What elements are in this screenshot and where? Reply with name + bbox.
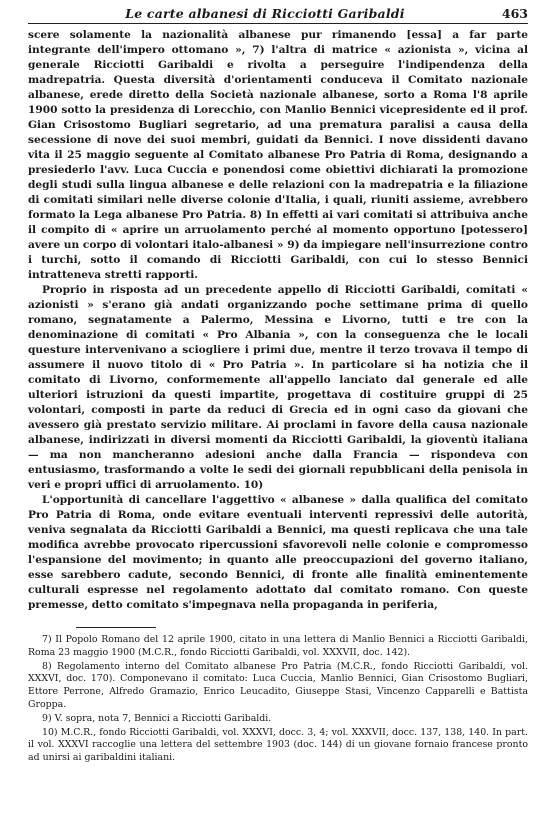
footnote-9: 9) V. sopra, nota 7, Bennici a Ricciotti Garibaldi. bbox=[42, 712, 272, 724]
footnote-8: 8) Regolamento interno del Comitato albanese Pro Patria (M.C.R., fondo Ricciotti Garibaldi, vol. XXXVI, doc. 170). Componevano il comitato: Luca Cuccia, Manlio Bennici, Gian Crisostomo Bugliari, Ettore Perrone, Alfredo Gramazio, Enrico Leucadito, Giuseppe Stasi, Vincenzo Capparelli e Battista Groppa. bbox=[28, 660, 528, 710]
footnote-divider bbox=[76, 627, 156, 628]
paragraph-1: scere solamente la nazionalità albanese pur rimanendo [essa] a far parte integrante dell'impero ottomano », 7) l'altra di matrice « azionista », vicina al generale Ricciotti Garibaldi e rivolta a perseguire l'indipendenza della madrepatria. Questa diversità d'orientamenti conduceva il Comitato nazionale albanese, erede diretto della Società nazionale albanese, sorto a Roma l'8 aprile 1900 sotto la presidenza di Lorecchio, con Manlio Bennici vicepresidente ed il prof. Gian Crisostomo Bugliari segretario, ad una prematura paralisi a causa della secessione di nove dei suoi membri, guidati da Bennici. I nove dissidenti davano vita il 25 maggio seguente al Comitato albanese Pro Patria di Roma, designando a presiederlo l'avv. Luca Cuccia e ponendosi come obiettivi dichiarati la promozione degli studi sulla lingua albanese e delle relazioni con la madrepatria e la filiazione di comitati similari nelle diverse colonie d'Italia, i quali, riuniti assieme, avrebbero formato la Lega albanese Pro Patria. 8) In effetti ai vari comitati si attribuiva anche il compito di « aprire un arruolamento perché al momento opportuno [potessero] avere un corpo di volontari italo-albanesi » 9) da impiegare nell'insurrezione contro i turchi, sotto il comando di Ricciotti Garibaldi, con cui lo stesso Bennici intratteneva stretti rapporti. bbox=[28, 29, 528, 281]
running-header bbox=[28, 6, 528, 24]
footnote-10: 10) M.C.R., fondo Ricciotti Garibaldi, vol. XXXVI, docc. 3, 4; vol. XXXVII, docc. 137, 138, 140. In part. il vol. XXXVI raccoglie una lettera del settembre 1903 (doc. 144) di un giovane fornaio francese pronto ad unirsi ai garibaldini italiani. bbox=[28, 726, 528, 764]
main-text bbox=[28, 28, 528, 613]
paragraph-3: L'opportunità di cancellare l'aggettivo « albanese » dalla qualifica del comitato Pro Patria di Roma, onde evitare eventuali interventi repressivi delle autorità, veniva segnalata da Ricciotti Garibaldi a Bennici, ma questi replicava che una tale modifica avrebbe provocato ripercussioni sfavorevoli nelle colonie e compromesso l'espansione del movimento; in quanto alle preoccupazioni del governo italiano, esse sarebbero cadute, secondo Bennici, di fronte alle finalità eminentemente culturali espresse nel regolamento adottato dal comitato romano. Con queste premesse, detto comitato s'impegnava nella propaganda in periferia, bbox=[28, 494, 528, 611]
paragraph-2: Proprio in risposta ad un precedente appello di Ricciotti Garibaldi, comitati « azionisti » s'erano già andati organizzando poche settimane prima di quello romano, segnatamente a Palermo, Messina e Livorno, tutti e tre con la denominazione di comitati « Pro Albania », con la conseguenza che le locali questure intervenivano a sciogliere i primi due, mentre il terzo trovava il tempo di assumere il nuovo titolo di « Pro Patria ». In particolare si ha notizia che il comitato di Livorno, conformemente all'appello lanciato dal generale ed alle ulteriori istruzioni da questi impartite, progettava di costituire gruppi di 25 volontari, composti in parte da reduci di Grecia ed in ogni caso da giovani che avessero già prestato servizio militare. Ai proclami in favore della causa nazionale albanese, indirizzati in diversi momenti da Ricciotti Garibaldi, la gioventù italiana — ma non mancheranno adesioni anche dalla Francia — rispondeva con entusiasmo, trasformando a volte le sedi dei giornali repubblicani della penisola in veri e propri uffici di arruolamento. 10) bbox=[28, 284, 528, 491]
footnotes bbox=[28, 634, 528, 765]
footnote-7: 7) Il Popolo Romano del 12 aprile 1900, citato in una lettera di Manlio Bennici a Ricciotti Garibaldi, Roma 23 maggio 1900 (M.C.R., fondo Ricciotti Garibaldi, vol. XXXVII, doc. 142). bbox=[28, 634, 528, 658]
page-number: 463 bbox=[501, 6, 528, 21]
running-title: Le carte albanesi di Ricciotti Garibaldi bbox=[125, 6, 405, 21]
